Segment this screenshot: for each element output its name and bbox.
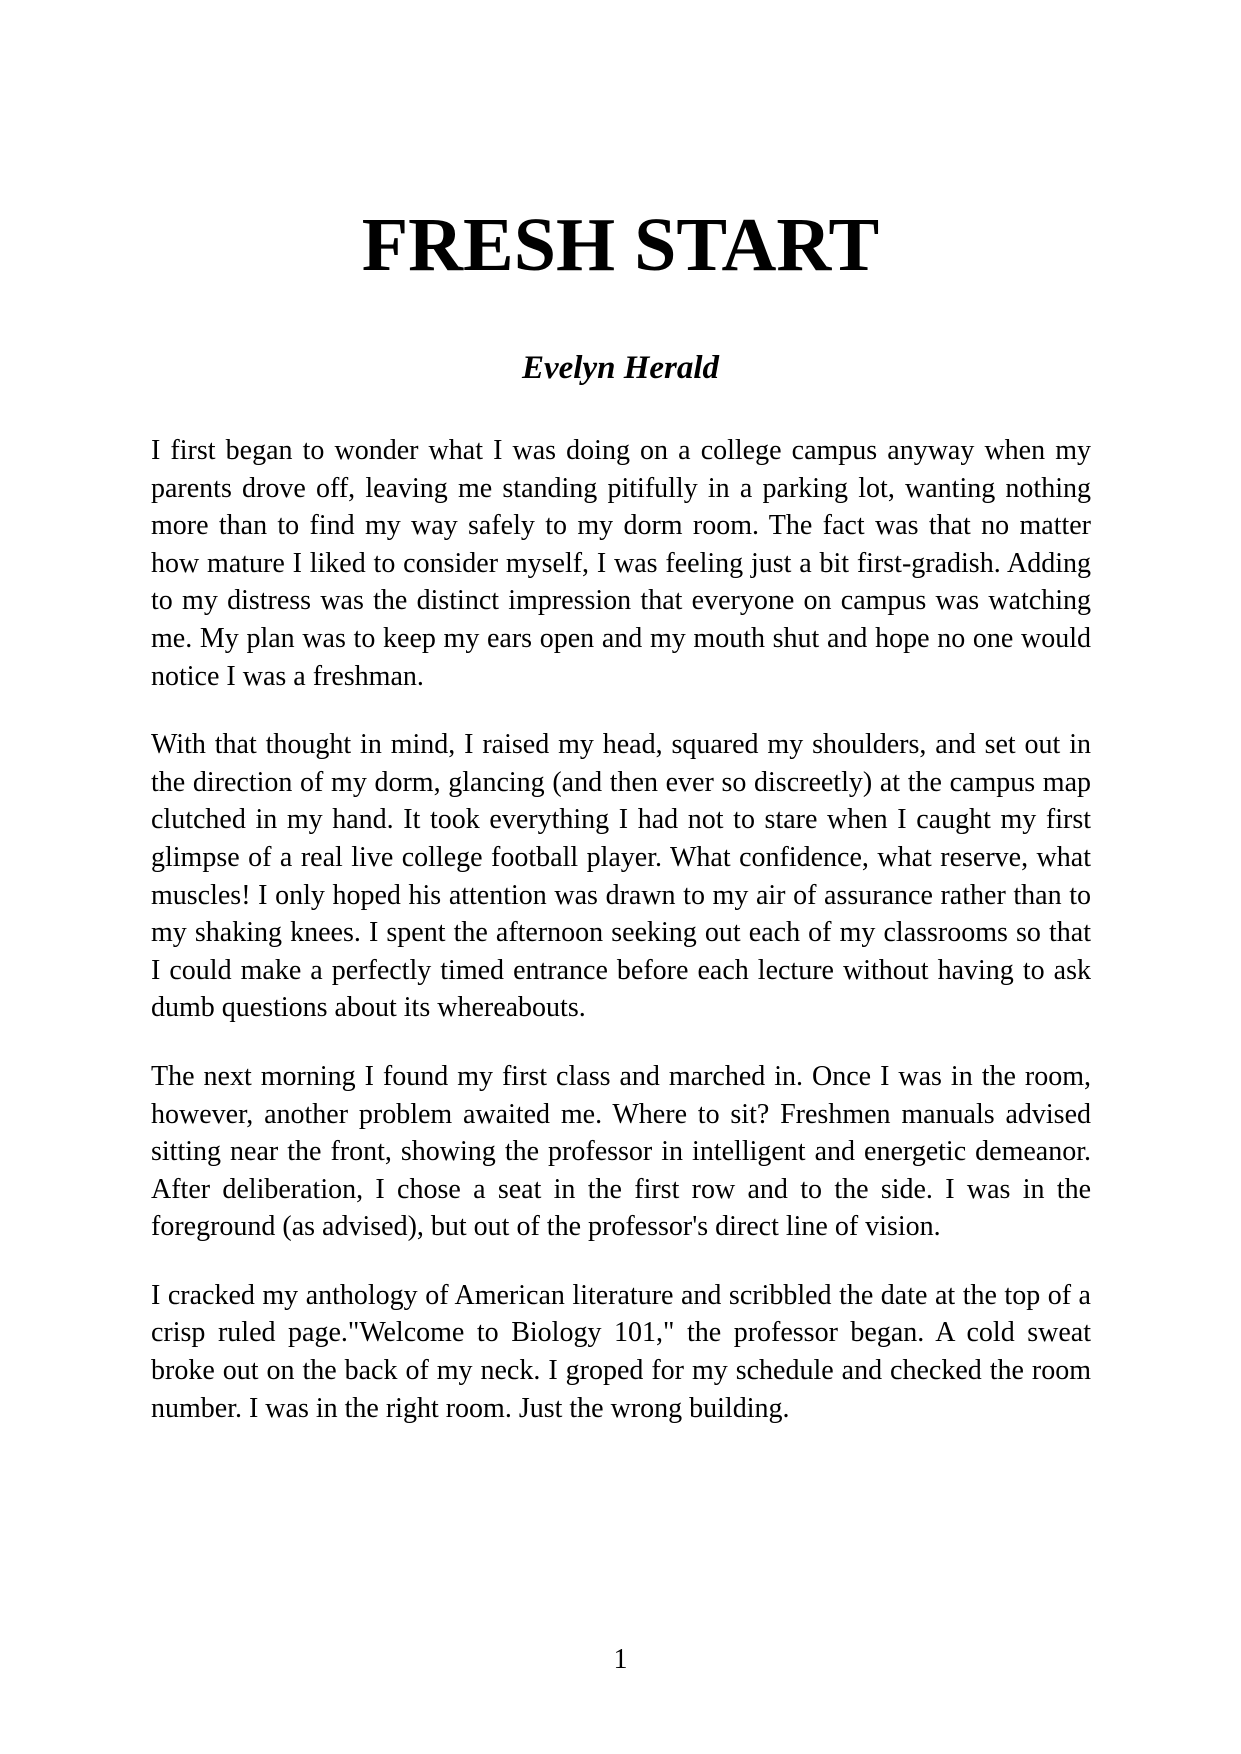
paragraph-4: I cracked my anthology of American literature and scribbled the date at the top of a crisp ruled page."Welcome to Biology 101," the professor began. A cold sweat broke out on the back of my neck. I groped for my schedule and checked the room number. I was in the right room. Just the wrong building. <box>151 1279 1091 1424</box>
body-text <box>151 432 1091 1458</box>
author-name: Evelyn Herald <box>521 350 720 386</box>
paragraph-2: With that thought in mind, I raised my head, squared my shoulders, and set out in the direction of my dorm, glancing (and then ever so discreetly) at the campus map clutched in my hand. It took everything I had not to stare when I caught my first glimpse of a real live college football player. What confidence, what reserve, what muscles! I only hoped his attention was drawn to my air of assurance rather than to my shaking knees. I spent the afternoon seeking out each of my classrooms so that I could make a perfectly timed entrance before each lecture without having to ask dumb questions about its whereabouts. <box>151 729 1091 1024</box>
page-number: 1 <box>613 1644 628 1675</box>
paragraph-1: I first began to wonder what I was doing on a college campus anyway when my parents drove off, leaving me standing pitifully in a parking lot, wanting nothing more than to find my way safely to my dorm room. The fact was that no matter how mature I liked to consider myself, I was feeling just a bit first-gradish. Adding to my distress was the distinct impression that everyone on campus was watching me. My plan was to keep my ears open and my mouth shut and hope no one would notice I was a freshman. <box>151 435 1091 692</box>
paragraph-3: The next morning I found my first class and marched in. Once I was in the room, however, another problem awaited me. Where to sit? Freshmen manuals advised sitting near the front, showing the professor in intelligent and energetic demeanor. After deliberation, I chose a seat in the first row and to the side. I was in the foreground (as advised), but out of the professor's direct line of vision. <box>151 1060 1091 1243</box>
document-title: FRESH START <box>361 203 880 287</box>
